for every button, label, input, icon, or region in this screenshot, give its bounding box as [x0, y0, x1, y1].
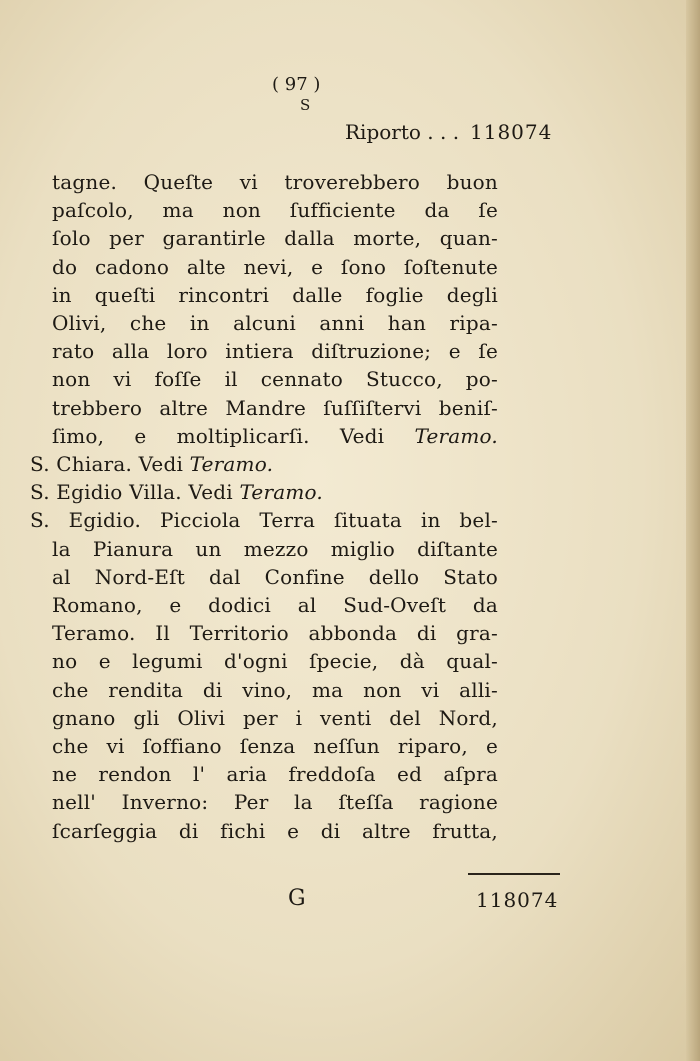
text-line: [52, 337, 498, 365]
line-text: tagne. Queſte vi troverebbero buon: [52, 170, 498, 194]
carry-label: Riporto . . .: [345, 120, 460, 144]
carry-value: 118074: [470, 120, 553, 144]
line-text: ſcarſeggia di fichi e di altre frutta,: [52, 818, 498, 843]
line-text: do cadono alte nevi, e ſono ſoſtenute: [52, 254, 498, 279]
line-text: S. Egidio Villa. Vedi: [30, 480, 233, 505]
line-text: ne rendon l' aria freddoſa ed aſpra: [52, 762, 498, 787]
text-line: [52, 619, 498, 647]
line-text: rato alla loro intiera diſtruzione; e ſe: [52, 339, 498, 364]
signature-mark: S: [300, 96, 311, 114]
footer-total: 118074: [476, 888, 559, 912]
text-line: [52, 591, 498, 619]
line-text: che vi ſoffiano ſenza neſſun riparo, e: [52, 734, 498, 758]
text-line: [52, 647, 498, 675]
sum-rule: [468, 873, 560, 875]
text-line: [52, 676, 498, 704]
text-line: [52, 788, 498, 816]
line-text: non vi foſſe il cennato Stucco, po-: [52, 367, 498, 392]
line-text: trebbero altre Mandre ſuſſiſtervi beniſ-: [52, 395, 498, 420]
page-number: ( 97 ): [272, 74, 321, 95]
text-line: [52, 224, 498, 252]
text-line: [52, 732, 498, 760]
text-line: [52, 281, 498, 309]
line-text: S. Chiara. Vedi: [30, 452, 184, 476]
line-text: che rendita di vino, ma non vi alli-: [52, 677, 498, 702]
line-text: gnano gli Olivi per i venti del Nord,: [52, 705, 498, 730]
italic-reference: Teramo.: [414, 423, 498, 448]
line-text: ſimo, e moltiplicarſi. Vedi: [52, 423, 385, 448]
text-line: [52, 365, 498, 393]
line-text: no e legumi d'ogni ſpecie, dà qual-: [52, 649, 498, 674]
text-line: [30, 450, 498, 478]
text-line: [52, 422, 498, 450]
line-text: ſolo per garantirle dalla morte, quan-: [52, 226, 498, 251]
line-text: nell' Inverno: Per la ſteſſa ragione: [52, 790, 498, 815]
text-line: [52, 168, 498, 196]
line-text: S. Egidio. Picciola Terra ſituata in bel-: [30, 508, 498, 533]
text-line: [52, 394, 498, 422]
line-text: Teramo. Il Territorio abbonda di gra-: [52, 621, 498, 646]
line-text: al Nord-Eſt dal Confine dello Stato: [52, 564, 498, 589]
text-line: [30, 478, 498, 506]
text-line: [30, 506, 498, 534]
line-text: Romano, e dodici al Sud-Oveſt da: [52, 593, 498, 617]
text-line: [52, 760, 498, 788]
text-line: [52, 309, 498, 337]
line-text: la Pianura un mezzo miglio diſtante: [52, 536, 498, 561]
italic-reference: Teramo.: [189, 452, 274, 476]
text-line: [52, 817, 498, 845]
page-edge: [686, 0, 700, 1061]
text-line: [52, 196, 498, 224]
line-text: paſcolo, ma non ſufficiente da ſe: [52, 198, 498, 223]
text-line: [52, 704, 498, 732]
text-line: [52, 253, 498, 281]
italic-reference: Teramo.: [239, 480, 323, 505]
line-text: Olivi, che in alcuni anni han ripa-: [52, 311, 498, 335]
footer-signature: G: [288, 886, 306, 911]
text-line: [52, 563, 498, 591]
line-text: in queſti rincontri dalle foglie degli: [52, 282, 498, 307]
text-line: [52, 535, 498, 563]
